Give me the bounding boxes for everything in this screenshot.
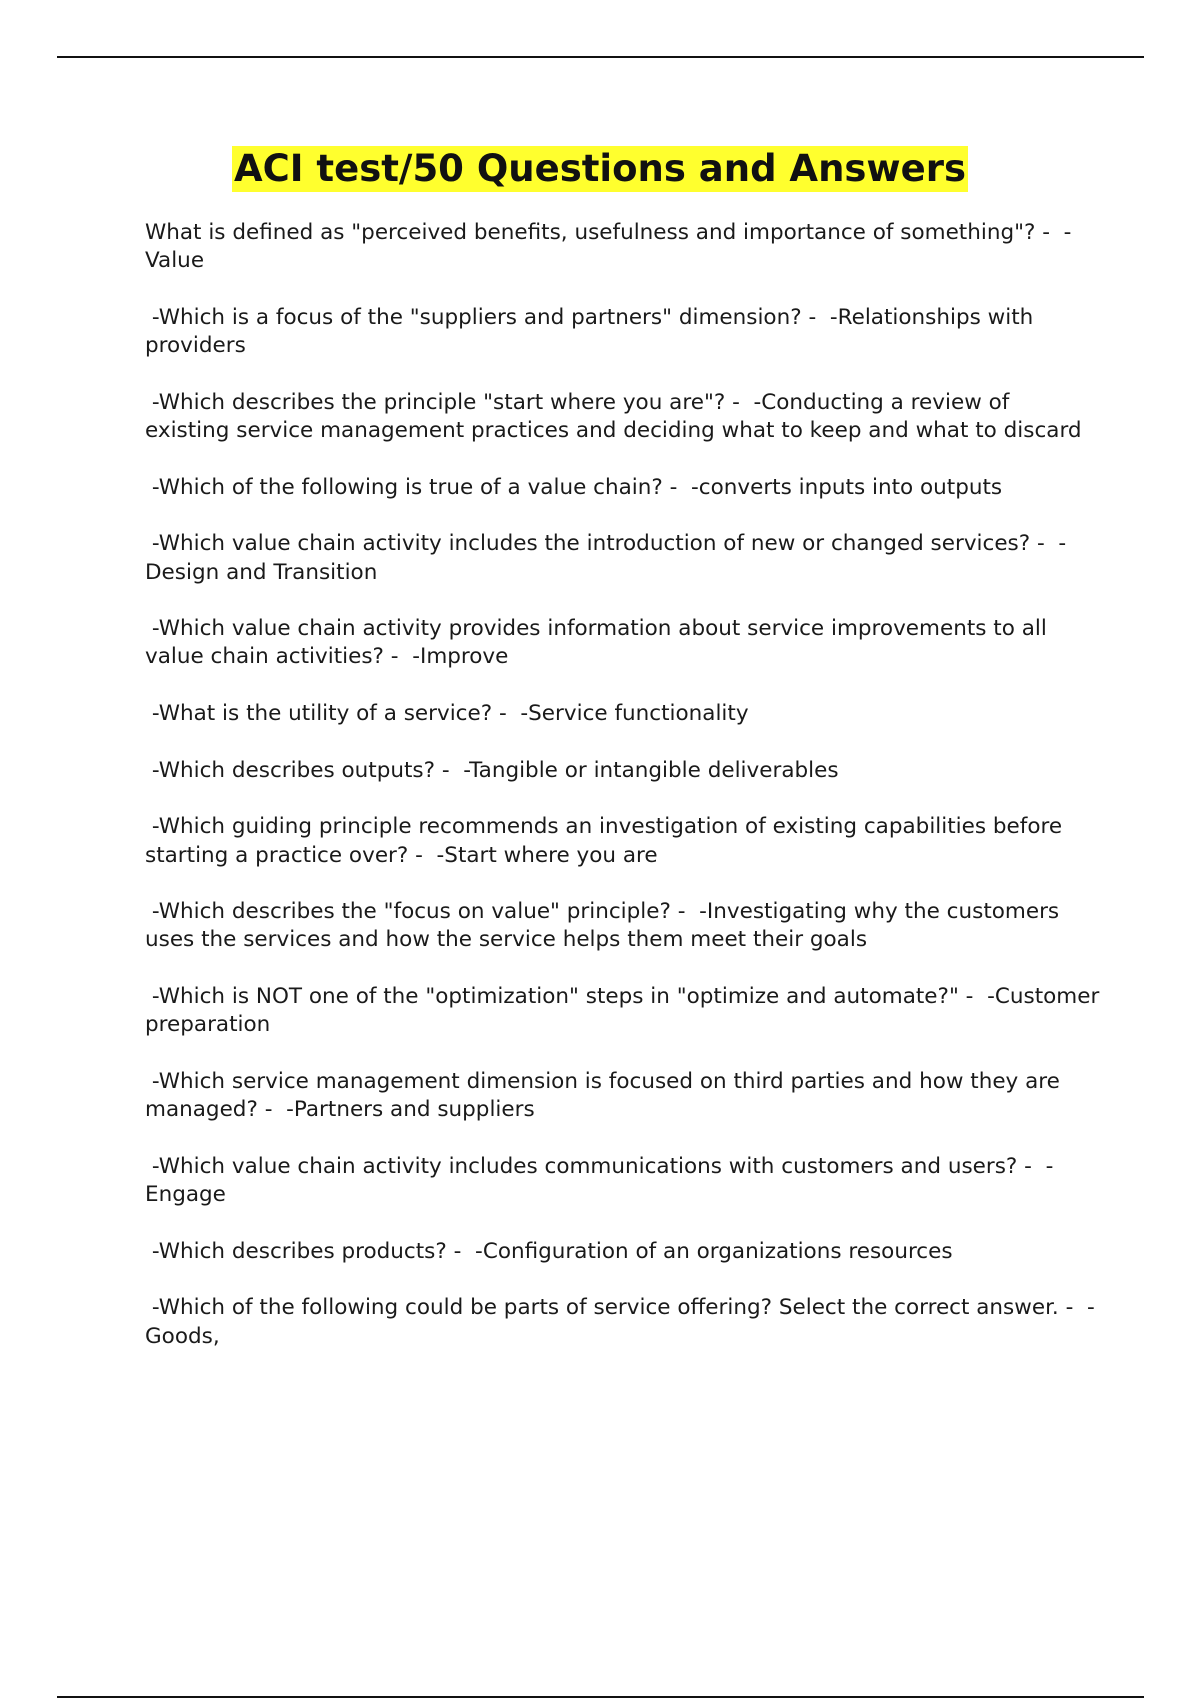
qa-item: -Which value chain activity includes the introduction of new or changed services? - -Design and Transition (145, 531, 1067, 585)
qa-item: -Which guiding principle recommends an investigation of existing capabilities before starting a practice over? - -Start where you are (145, 814, 1069, 868)
qa-item: -Which describes the "focus on value" principle? - -Investigating why the customers uses the services and how the service helps them meet their goals (145, 899, 1066, 953)
title-wrap (0, 146, 1200, 192)
qa-item: -Which is a focus of the "suppliers and partners" dimension? - -Relationships with providers (145, 304, 1041, 359)
qa-item: -Which describes products? - -Configuration of an organizations resources (145, 1238, 953, 1264)
top-rule (57, 56, 1144, 58)
qa-list (145, 219, 1107, 1379)
qa-item: -Which service management dimension is focused on third parties and how they are managed? - -Partners and suppliers (145, 1068, 1067, 1123)
qa-item: -Which of the following could be parts of service offering? Select the correct answer. - -Goods, (145, 1295, 1095, 1349)
qa-item: -Which of the following is true of a value chain? - -converts inputs into outputs (145, 474, 1003, 500)
qa-item: -Which describes outputs? - -Tangible or intangible deliverables (145, 757, 839, 783)
qa-item: What is defined as "perceived benefits, usefulness and importance of something"? - -Value (145, 220, 1072, 274)
qa-item: -What is the utility of a service? - -Service functionality (145, 701, 749, 727)
qa-item: -Which is NOT one of the "optimization" steps in "optimize and automate?" - -Customer preparation (145, 984, 1107, 1038)
bottom-rule (57, 1696, 1144, 1698)
qa-item: -Which value chain activity provides information about service improvements to all value chain activities? - -Improve (145, 616, 1054, 670)
qa-item: -Which describes the principle "start where you are"? - -Conducting a review of existing service management practices and deciding what to keep and what to discard (145, 389, 1082, 444)
qa-item: -Which value chain activity includes communications with customers and users? - -Engage (145, 1153, 1054, 1208)
document-title: ACI test/50 Questions and Answers (234, 147, 966, 190)
